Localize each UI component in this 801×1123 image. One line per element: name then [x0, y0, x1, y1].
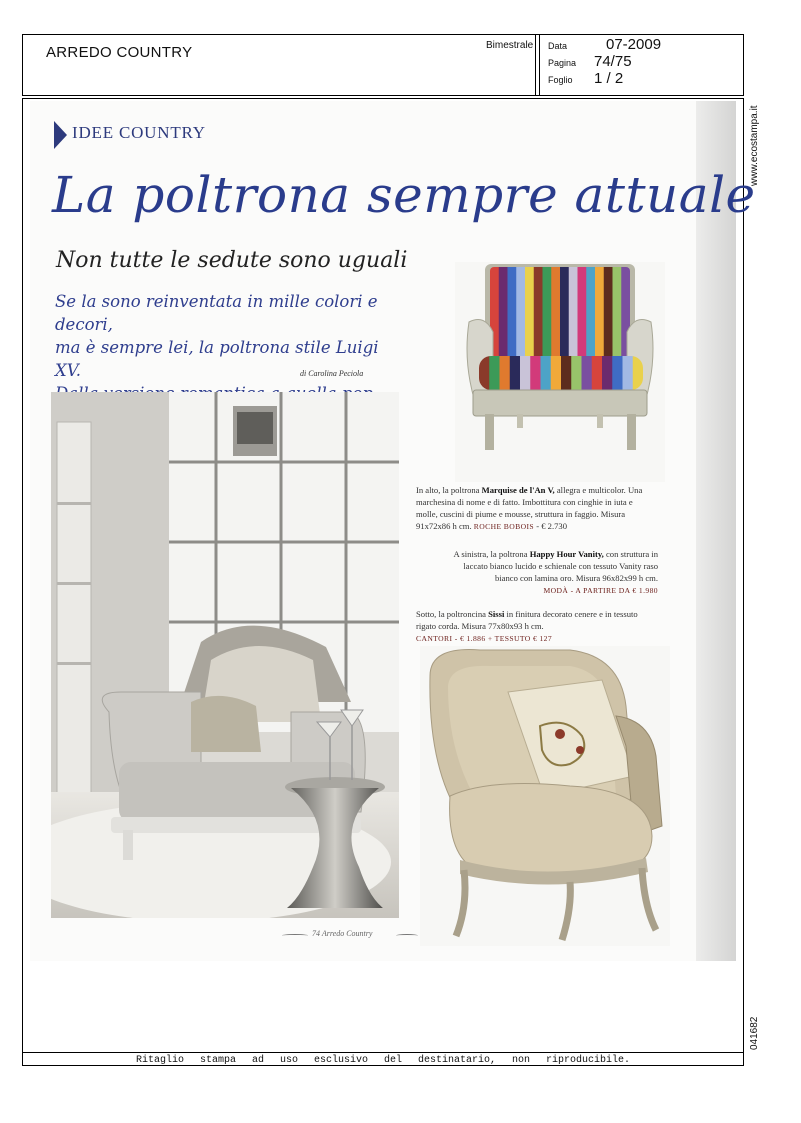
page-folio: 74 Arredo Country	[312, 929, 373, 938]
header-divider	[539, 34, 540, 96]
footer-rule	[22, 1052, 744, 1053]
page-value: 74/75	[594, 53, 632, 70]
publication-name: ARREDO COUNTRY	[46, 44, 193, 61]
sheet-label: Foglio	[548, 75, 573, 85]
date-value: 07-2009	[606, 36, 662, 53]
lead-line: ma è sempre lei, la poltrona stile Luigi XV.	[55, 338, 379, 380]
folio-ornament-left	[282, 934, 308, 937]
publication-frequency: Bimestrale	[486, 40, 534, 51]
article-title: La poltrona sempre attuale	[52, 166, 756, 224]
caption-text: con struttura in laccato bianco lucido e schienale con tessuto Vanity raso bianco con lamina oro. Misura 96x82x99 h cm.	[463, 549, 658, 583]
caption-text: Sotto, la poltroncina	[416, 609, 489, 619]
footer-notice: Ritaglio stampa ad uso esclusivo del destinatario, non riproducibile.	[135, 1055, 631, 1066]
page-label: Pagina	[548, 58, 577, 68]
caption-text: A sinistra, la poltrona	[453, 549, 530, 559]
brand-name: MODÀ	[543, 586, 569, 595]
archive-code: 041682	[749, 1016, 760, 1050]
product-name: Sissi	[488, 609, 505, 619]
product-price: - € 1.886 + TESSUTO € 127	[452, 634, 553, 643]
caption-text: allegra e multicolor. Una marchesina di nome e di fatto. Imbottitura con cinghie in iuta e molle, cuscini di piume e mousse, struttura in faggio. Misura 91x72x86 h cm.	[416, 485, 643, 531]
caption-top	[416, 484, 656, 533]
caption-left	[450, 548, 658, 597]
page-gutter	[696, 101, 736, 961]
article-subtitle: Non tutte le sedute sono uguali	[56, 248, 408, 273]
header-divider	[535, 34, 536, 96]
brand-name: ROCHE BOBOIS	[473, 522, 535, 531]
sheet-value: 1 / 2	[594, 70, 624, 87]
caption-text: in finitura decorato cenere e in tessuto rigato corda. Misura 77x80x93 h cm.	[416, 609, 638, 631]
living-room-photo	[51, 392, 399, 918]
site-url: www.ecostampa.it	[749, 105, 760, 186]
section-marker-icon	[54, 121, 67, 149]
folio-ornament-right	[396, 934, 418, 937]
product-name: Happy Hour Vanity,	[529, 549, 604, 559]
product-name: Marquise de l'An V,	[481, 485, 555, 495]
caption-bottom	[416, 608, 656, 645]
article-lead	[55, 290, 405, 405]
beige-armchair-photo	[420, 646, 670, 946]
caption-text: In alto, la poltrona	[416, 485, 482, 495]
brand-name: CANTORI	[416, 634, 453, 643]
striped-armchair-photo	[455, 262, 665, 482]
product-price: - € 2.730	[534, 521, 568, 531]
article-byline: di Carolina Peciola	[300, 369, 364, 378]
product-price: - A PARTIRE DA € 1.980	[568, 586, 658, 595]
lead-line: Se la sono reinventata in mille colori e decori,	[55, 292, 378, 334]
section-label: IDEE COUNTRY	[72, 123, 206, 142]
living-room-illustration	[51, 392, 399, 918]
date-label: Data	[548, 41, 568, 51]
